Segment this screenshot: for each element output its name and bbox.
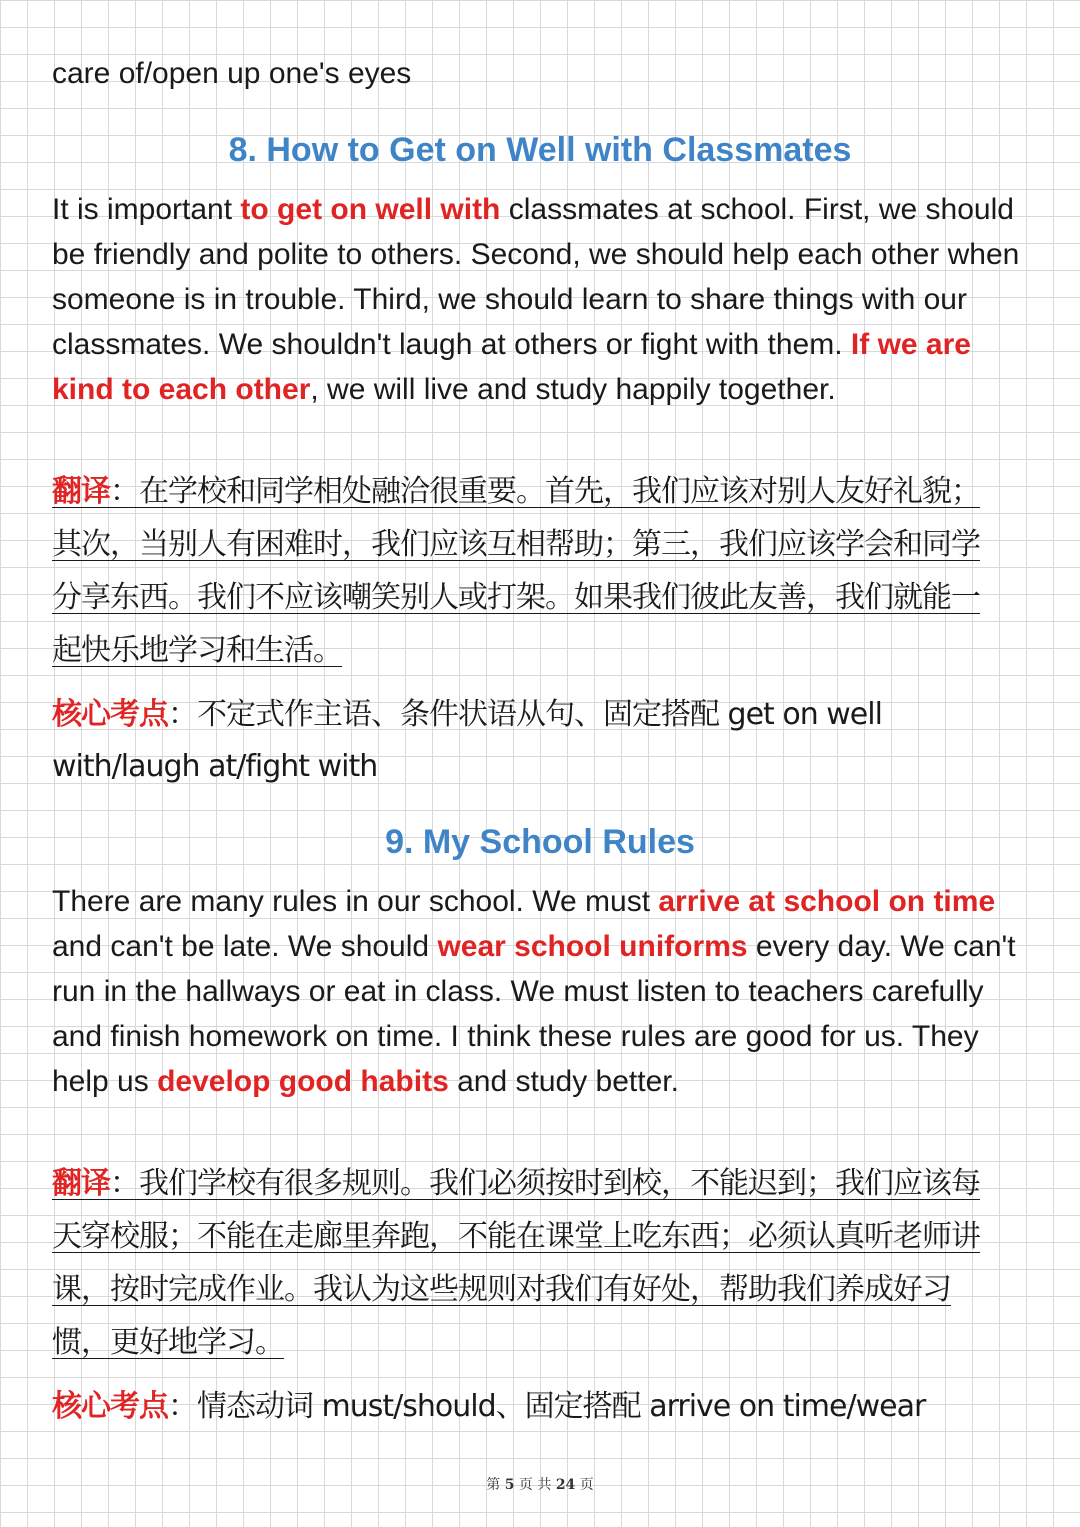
key-points-label: 核心考点 [52,697,168,732]
section-title: 9. My School Rules [385,823,695,861]
essay-text: and can't be late. We should [52,930,438,963]
key-points-paragraph [52,689,1012,793]
key-points-text: ：情态动词 must/should、固定搭配 arrive on time/wear [168,1389,926,1424]
key-points-text: ：不定式作主语、条件状语从句、固定搭配 get on well with/laugh at/fight with [52,697,882,784]
key-points-label: 核心考点 [52,1389,168,1424]
section-title: 8. How to Get on Well with Classmates [228,131,852,169]
highlighted-phrase: to get on well with [240,193,501,226]
translation-text: ：我们学校有很多规则。我们必须按时到校，不能迟到；我们应该每天穿校服；不能在走廊里奔跑，不能在课堂上吃东西；必须认真听老师讲课，按时完成作业。我认为这些规则对我们有好处，帮助我们养成好习惯，更好地学习。 [52,1166,980,1360]
essay-text: , we will live and study happily together. [310,373,836,406]
translation-label: 翻译 [52,1166,110,1201]
highlighted-phrase: develop good habits [157,1065,449,1098]
footer-total-pages: 24 [555,1477,576,1493]
essay-text: and study better. [448,1065,679,1098]
translation-label: 翻译 [52,474,110,509]
footer-prefix: 第 [486,1477,501,1493]
page-footer [0,1474,1080,1494]
translation-text: ：在学校和同学相处融洽很重要。首先，我们应该对别人友好礼貌；其次，当别人有困难时，我们应该互相帮助；第三，我们应该学会和同学分享东西。我们不应该嘲笑别人或打架。如果我们彼此友善，我们就能一起快乐地学习和生活。 [52,474,980,668]
translation-paragraph [52,465,1002,677]
essay-text: There are many rules in our school. We must [52,885,659,918]
essay-text: classmates at school. First, we should be friendly and polite to others. Second, we should help each other when someone is in trouble. Third, we should learn to share things with our classmates. We shouldn't laugh at others or fight with them. [52,193,1020,361]
footer-middle: 页 共 [518,1477,552,1493]
translation-paragraph [52,1157,1002,1369]
essay-text: every day. We can't run in the hallways or eat in class. We must listen to teachers carefully and finish homework on time. I think these rules are good for us. They help us [52,930,1016,1098]
footer-page-number: 5 [504,1477,515,1493]
continued-key-points-line: care of/open up one's eyes [52,57,412,90]
highlighted-phrase: wear school uniforms [437,930,748,963]
footer-suffix: 页 [579,1477,594,1493]
essay-paragraph [52,187,1032,412]
highlighted-phrase: arrive at school on time [658,885,996,918]
highlighted-phrase: If we are kind to each other [52,328,971,406]
essay-paragraph [52,879,1032,1104]
essay-text: It is important [52,193,241,226]
key-points-paragraph [52,1381,1012,1433]
